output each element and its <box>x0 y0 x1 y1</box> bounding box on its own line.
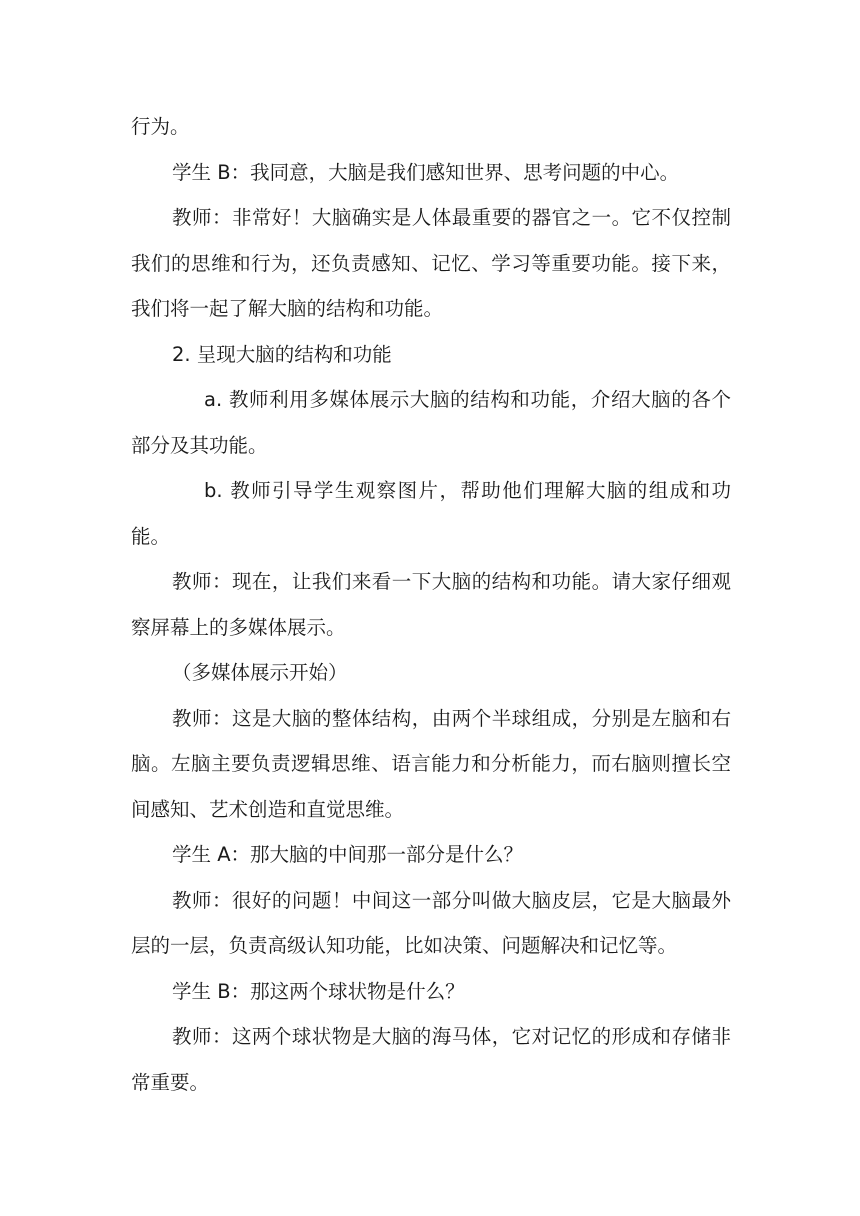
paragraph-teacher-cortex: 教师：很好的问题！中间这一部分叫做大脑皮层，它是大脑最外层的一层，负责高级认知功能，比如决策、问题解决和记忆等。 <box>131 888 731 957</box>
paragraph-student-a-question: 学生 A：那大脑的中间那一部分是什么？ <box>172 843 524 866</box>
document-page <box>131 104 731 1105</box>
list-item-b: b. 教师引导学生观察图片，帮助他们理解大脑的组成和功能。 <box>131 479 731 548</box>
list-item-a: a. 教师利用多媒体展示大脑的结构和功能，介绍大脑的各个部分及其功能。 <box>131 388 731 457</box>
paragraph-student-b-question: 学生 B：那这两个球状物是什么？ <box>172 979 465 1003</box>
paragraph-stage-direction: （多媒体展示开始） <box>172 661 348 684</box>
paragraph-teacher-hippocampus: 教师：这两个球状物是大脑的海马体，它对记忆的形成和存储非常重要。 <box>131 1025 731 1094</box>
list-heading-brain-structure: 2. 呈现大脑的结构和功能 <box>172 342 392 366</box>
paragraph-teacher-brain-importance: 教师：非常好！大脑确实是人体最重要的器官之一。它不仅控制我们的思维和行为，还负责感知、记忆、学习等重要功能。接下来，我们将一起了解大脑的结构和功能。 <box>131 206 731 320</box>
paragraph-student-b-agree: 学生 B：我同意，大脑是我们感知世界、思考问题的中心。 <box>172 160 680 184</box>
paragraph-teacher-observe: 教师：现在，让我们来看一下大脑的结构和功能。请大家仔细观察屏幕上的多媒体展示。 <box>131 570 731 639</box>
paragraph-teacher-hemispheres: 教师：这是大脑的整体结构，由两个半球组成，分别是左脑和右脑。左脑主要负责逻辑思维、语言能力和分析能力，而右脑则擅长空间感知、艺术创造和直觉思维。 <box>131 706 731 821</box>
paragraph-continuation: 行为。 <box>131 115 190 138</box>
